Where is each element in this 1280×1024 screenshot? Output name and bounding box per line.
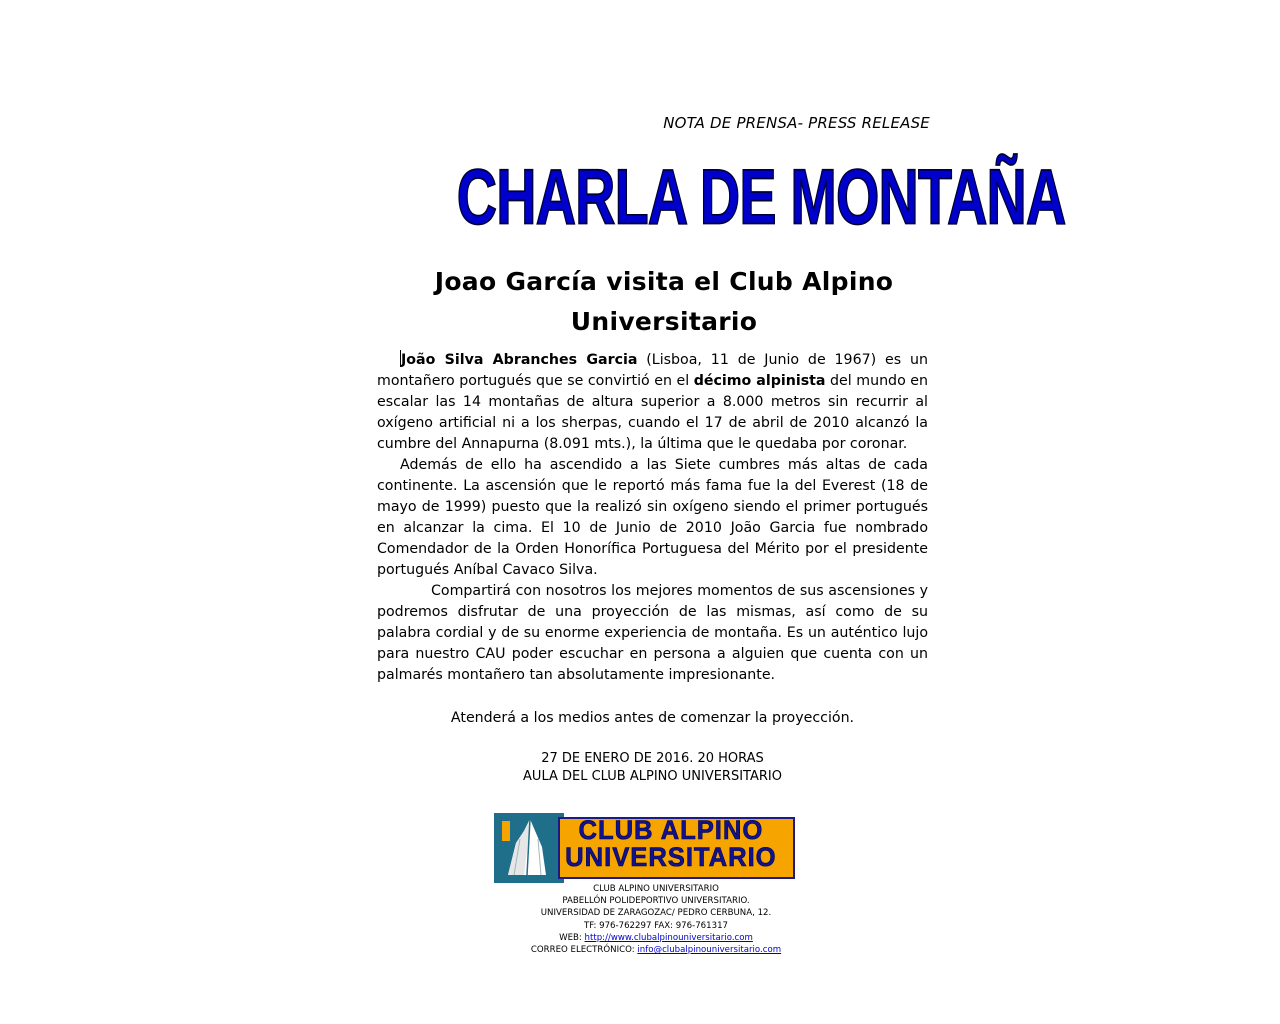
headline: CHARLA DE MONTAÑA: [456, 153, 1066, 241]
paragraph-1: [377, 350, 928, 455]
body-text: [377, 350, 928, 686]
event-date-time: 27 DE ENERO DE 2016. 20 HORAS: [541, 751, 764, 766]
paragraph-1-bold: décimo alpinista: [693, 373, 826, 389]
club-logo: [494, 813, 794, 883]
contact-email: [500, 944, 812, 956]
subtitle-line-2: Universitario: [570, 307, 758, 336]
paragraph-3: Compartirá con nosotros los mejores momentos de sus ascensiones y podremos disfrutar de una proyección de las mismas, así como de su palabra cordial y de su enorme experiencia de montaña. Es un auténtico lujo para nuestro CAU poder escuchar en persona a alguien que cuenta con un palmarés montañero tan absolutamente impresionante.: [377, 583, 928, 683]
person-name: João Silva Abranches Garcia: [401, 352, 638, 368]
paragraph-1-text-b: del mundo en escalar las 14 montañas de altura superior a 8.000 metros sin recurrir al oxígeno artificial ni a los sherpas, cuando el 17 de abril de 2010 alcanzó la cumbre del Annapurna (8.091 mts.), la última que le quedaba por coronar.: [377, 373, 929, 452]
subtitle-line-1: Joao García visita el Club Alpino: [434, 267, 894, 296]
contact-block: [500, 883, 812, 956]
paragraph-2: Además de ello ha ascendido a las Siete cumbres más altas de cada continente. La ascensión que le reportó más fama fue la del Everest (18 de mayo de 1999) puesto que la realizó sin oxígeno siendo el primer portugués en alcanzar la cima. El 10 de Junio de 2010 João Garcia fue nombrado Comendador de la Orden Honorífica Portuguesa del Mérito por el presidente portugués Aníbal Cavaco Silva.: [377, 457, 928, 578]
event-place: AULA DEL CLUB ALPINO UNIVERSITARIO: [523, 769, 782, 784]
logo-wordmark: [564, 817, 778, 871]
media-note: Atenderá a los medios antes de comenzar la proyección.: [450, 710, 855, 726]
contact-web-label: WEB:: [559, 932, 585, 943]
contact-phones: TF: 976-762297 FAX: 976-761317: [583, 920, 729, 931]
press-release-kicker: NOTA DE PRENSA- PRESS RELEASE: [663, 114, 930, 132]
contact-web: [500, 932, 812, 944]
logo-line-2: UNIVERSITARIO: [565, 842, 777, 872]
subtitle: [400, 262, 928, 342]
contact-email-label: CORREO ELECTRÓNICO:: [530, 945, 638, 956]
email-link[interactable]: info@clubalpinouniversitario.com: [637, 945, 782, 956]
logo-mountain-emblem: [494, 813, 564, 883]
event-info: [377, 750, 928, 786]
paragraph-1-text-a: (Lisboa, 11 de Junio de 1967) es un montañero portugués que se convirtió en el: [377, 352, 928, 389]
contact-address-1: PABELLÓN POLIDEPORTIVO UNIVERSITARIO.: [562, 896, 750, 907]
logo-line-1: CLUB ALPINO: [578, 815, 764, 845]
contact-address-2: UNIVERSIDAD DE ZARAGOZAC/ PEDRO CERBUNA, 12.: [540, 908, 772, 919]
mountain-icon: [494, 813, 564, 883]
contact-name: CLUB ALPINO UNIVERSITARIO: [593, 884, 719, 894]
website-link[interactable]: http://www.clubalpinouniversitario.com: [584, 932, 753, 943]
